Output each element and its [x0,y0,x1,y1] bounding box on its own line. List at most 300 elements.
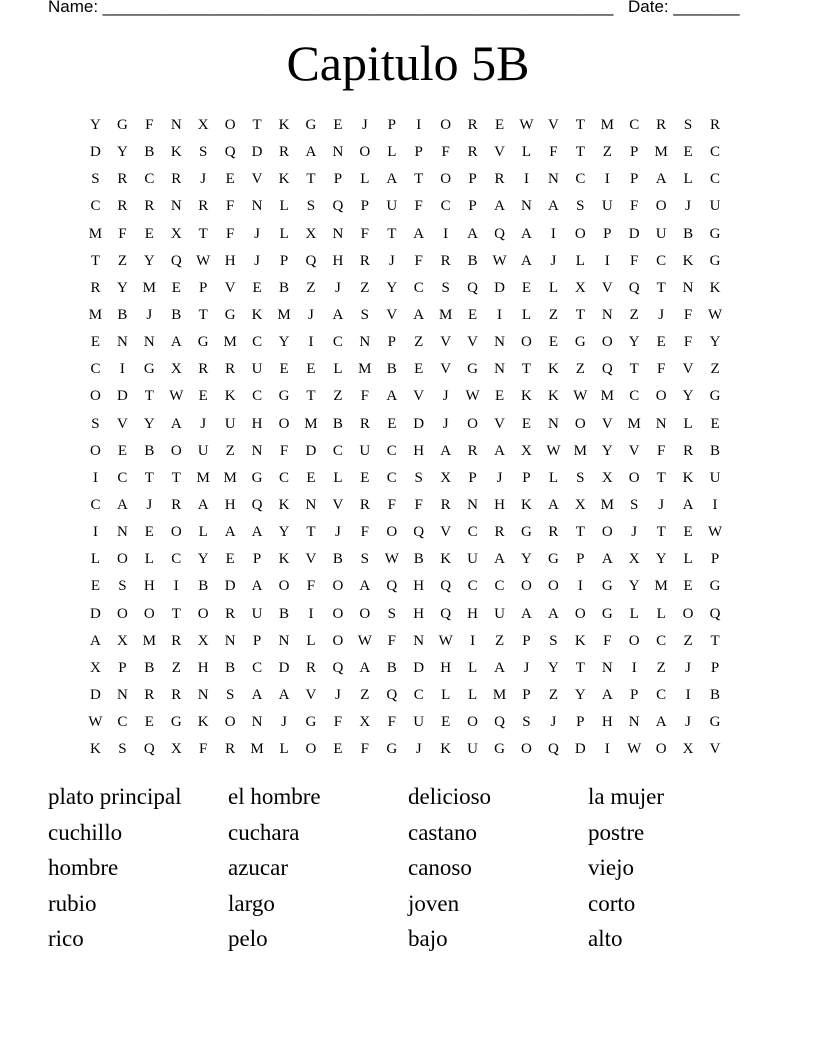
grid-letter: S [441,279,450,296]
grid-letter: Q [332,198,344,215]
grid-letter: N [494,361,505,378]
grid-letter: L [468,686,478,703]
grid-letter: Y [116,144,128,161]
grid-letter: K [197,714,209,731]
grid-letter: B [710,442,721,459]
grid-letter: S [522,714,531,731]
grid-letter: K [682,252,694,269]
grid-letter: F [414,198,423,215]
grid-letter: S [360,551,370,568]
grid-letter: F [333,714,343,731]
grid-letter: R [198,198,209,215]
grid-letter: M [223,469,237,486]
grid-letter: O [170,442,182,459]
grid-letter: P [468,171,477,188]
grid-letter: L [548,469,558,486]
grid-letter: P [333,171,343,188]
grid-letter: L [360,171,370,188]
grid-letter: F [360,225,370,242]
grid-letter: J [550,714,557,731]
grid-letter: N [251,198,263,215]
word-bank-item: alto [588,926,623,952]
grid-letter: D [90,605,101,622]
grid-letter: T [629,361,639,378]
grid-letter: E [387,415,397,432]
grid-letter: T [575,524,585,541]
grid-letter: M [600,117,614,133]
grid-letter: U [386,198,398,215]
grid-letter: B [413,551,424,568]
word-bank-item: cuchara [228,819,300,845]
grid-letter: X [628,551,640,568]
grid-letter: B [710,686,721,703]
grid-letter: E [521,415,532,432]
grid-letter: B [198,578,209,595]
grid-letter: J [388,252,395,269]
grid-letter: V [332,496,344,513]
grid-letter: O [440,117,452,133]
grid-letter: U [467,551,479,568]
grid-letter: D [224,578,236,595]
grid-letter: N [547,415,559,432]
grid-letter: L [575,252,585,269]
grid-letter: G [305,117,317,133]
grid-letter: R [440,252,451,269]
grid-letter: O [332,605,344,622]
grid-letter: P [252,632,262,649]
grid-letter: C [144,171,155,188]
grid-letter: T [198,225,208,242]
grid-letter: C [467,578,478,595]
grid-letter: Q [709,605,721,622]
grid-letter: L [683,171,693,188]
grid-letter: J [281,714,287,731]
grid-letter: R [359,496,370,513]
grid-letter: W [438,632,453,649]
grid-letter: F [360,388,370,405]
grid-letter: Z [602,144,612,161]
grid-letter: C [90,198,101,215]
grid-letter: G [709,388,721,405]
grid-letter: J [146,496,153,513]
grid-letter: E [683,578,693,595]
grid-letter: C [386,442,397,459]
grid-letter: S [387,605,396,622]
grid-letter: N [628,714,640,731]
grid-letter: R [305,659,316,676]
grid-letter: R [467,442,478,459]
grid-letter: L [279,225,289,242]
grid-letter: E [441,714,451,731]
grid-letter: U [494,605,505,622]
grid-letter: J [308,306,314,323]
grid-letter: T [198,306,208,323]
grid-letter: Q [494,714,505,731]
grid-letter: N [251,442,263,459]
grid-letter: O [224,117,236,133]
grid-letter: J [658,306,665,323]
grid-letter: V [467,334,479,351]
grid-letter: M [600,496,614,513]
grid-letter: O [359,144,371,161]
grid-letter: K [709,279,721,296]
grid-letter: A [494,198,505,215]
grid-letter: E [468,306,478,323]
grid-letter: A [278,686,290,703]
grid-letter: L [90,551,101,568]
grid-letter: O [197,605,209,622]
grid-letter: Z [710,361,720,378]
grid-letter: F [199,741,208,758]
grid-letter: K [224,388,236,405]
grid-letter: Z [360,279,370,296]
grid-letter: N [413,632,425,649]
grid-letter: H [467,605,479,622]
grid-letter: R [548,524,559,541]
grid-letter: E [333,117,343,133]
grid-letter: V [116,415,128,432]
grid-letter: H [251,415,263,432]
grid-letter: V [386,306,398,323]
grid-letter: E [225,551,235,568]
grid-letter: I [443,225,449,242]
grid-letter: A [224,524,236,541]
grid-letter: O [628,469,640,486]
grid-letter: K [440,551,452,568]
grid-letter: E [306,469,316,486]
grid-letter: Z [333,388,343,405]
grid-letter: G [467,361,479,378]
grid-letter: N [116,334,128,351]
grid-letter: O [601,334,613,351]
grid-letter: B [117,306,128,323]
word-bank-item: delicioso [408,784,492,809]
grid-letter: Z [629,306,639,323]
grid-letter: O [90,442,101,459]
grid-letter: L [198,524,208,541]
grid-letter: G [709,578,721,595]
grid-letter: V [440,334,452,351]
grid-letter: E [117,442,127,459]
grid-letter: G [278,388,290,405]
grid-letter: G [305,714,317,731]
grid-letter: T [710,632,720,649]
grid-letter: C [656,686,667,703]
grid-letter: C [90,496,101,513]
grid-letter: O [628,632,640,649]
word-bank-item: rubio [48,890,97,916]
grid-letter: Q [332,659,344,676]
grid-letter: Q [467,279,479,296]
grid-letter: F [630,252,639,269]
grid-letter: T [656,279,666,296]
grid-letter: V [440,361,452,378]
grid-letter: Y [628,578,640,595]
grid-letter: R [171,496,182,513]
grid-letter: J [334,686,341,703]
grid-letter: N [278,632,290,649]
grid-letter: C [332,334,343,351]
grid-letter: R [144,198,155,215]
grid-letter: F [414,252,423,269]
grid-letter: L [387,144,397,161]
grid-letter: Y [682,388,694,405]
grid-letter: I [604,741,610,758]
grid-letter: C [629,388,640,405]
grid-letter: B [279,605,290,622]
grid-letter: M [277,306,291,323]
grid-letter: E [494,388,505,405]
grid-letter: G [601,605,613,622]
grid-letter: E [279,361,289,378]
grid-letter: T [575,117,585,133]
grid-letter: O [278,578,290,595]
grid-letter: R [117,198,128,215]
grid-letter: N [170,117,182,133]
grid-letter: A [332,306,344,323]
grid-letter: T [306,171,316,188]
grid-letter: G [521,524,532,541]
grid-letter: I [173,578,179,595]
grid-letter: F [603,632,612,649]
grid-letter: R [710,117,721,133]
grid-letter: Y [547,659,559,676]
grid-letter: A [521,225,532,242]
word-bank-item: cuchillo [48,819,123,845]
grid-letter: B [144,144,155,161]
grid-letter: C [440,198,451,215]
grid-letter: C [252,334,263,351]
grid-letter: B [467,252,478,269]
grid-letter: S [683,117,693,133]
grid-letter: F [387,496,396,513]
grid-letter: O [467,415,479,432]
grid-letter: F [279,442,289,459]
grid-letter: X [170,225,182,242]
grid-letter: C [467,524,478,541]
grid-letter: Z [683,632,693,649]
grid-letter: T [521,361,532,378]
grid-letter: O [305,741,317,758]
grid-letter: G [224,306,236,323]
grid-letter: D [574,741,586,758]
grid-letter: X [305,225,317,242]
grid-letter: A [547,496,559,513]
grid-letter: G [547,551,559,568]
grid-letter: I [577,578,583,595]
grid-letter: W [169,388,184,405]
grid-letter: S [576,198,585,215]
grid-letter: U [413,714,425,731]
grid-letter: H [224,252,236,269]
word-bank-item: azucar [228,855,288,881]
grid-letter: N [170,198,182,215]
grid-letter: C [710,144,721,161]
grid-letter: A [494,551,505,568]
word-bank-item: la mujer [588,784,664,809]
grid-letter: Z [225,442,235,459]
grid-letter: O [332,632,344,649]
grid-letter: M [304,415,318,432]
word-bank-item: bajo [408,926,448,952]
grid-letter: A [359,659,371,676]
grid-letter: P [252,551,262,568]
grid-letter: A [655,714,667,731]
grid-letter: X [116,632,128,649]
word-search-grid [82,112,729,763]
grid-letter: A [547,198,559,215]
grid-letter: I [604,171,610,188]
grid-letter: A [601,551,613,568]
grid-letter: Z [494,632,505,649]
grid-letter: B [279,279,290,296]
grid-letter: K [278,551,290,568]
grid-letter: E [144,714,154,731]
grid-letter: O [440,171,452,188]
grid-letter: K [547,361,559,378]
date-line: Date: _______ [628,0,740,16]
grid-letter: F [360,524,370,541]
word-bank-item: pelo [228,926,268,952]
grid-letter: T [575,659,585,676]
grid-letter: Q [413,524,425,541]
grid-letter: V [413,388,425,405]
grid-letter: H [440,659,452,676]
grid-letter: A [655,171,667,188]
grid-letter: X [170,741,182,758]
grid-letter: H [413,578,425,595]
grid-letter: C [629,117,640,133]
grid-letter: X [601,469,613,486]
grid-letter: C [90,361,101,378]
grid-letter: O [386,524,398,541]
grid-letter: N [251,714,263,731]
grid-letter: N [332,225,344,242]
grid-letter: G [494,741,505,758]
grid-letter: G [386,741,398,758]
grid-letter: N [305,496,317,513]
grid-letter: X [440,469,452,486]
grid-letter: O [332,578,344,595]
grid-letter: O [655,198,667,215]
grid-letter: I [497,306,503,323]
grid-letter: N [116,686,128,703]
grid-letter: V [494,415,505,432]
grid-letter: P [522,469,531,486]
grid-letter: P [576,714,585,731]
grid-letter: Z [117,252,127,269]
grid-letter: Y [655,551,667,568]
grid-letter: Y [521,551,532,568]
grid-letter: H [332,252,344,269]
grid-letter: N [547,171,559,188]
grid-letter: B [683,225,694,242]
word-bank-item: largo [228,890,275,916]
grid-letter: R [359,415,370,432]
grid-letter: K [574,632,586,649]
grid-letter: A [494,659,505,676]
grid-letter: H [413,605,425,622]
grid-letter: P [414,144,423,161]
grid-letter: W [357,632,372,649]
grid-letter: R [467,117,478,133]
grid-letter: H [224,496,236,513]
grid-letter: I [92,469,98,486]
grid-letter: P [603,225,612,242]
grid-letter: S [118,578,127,595]
grid-letter: R [467,144,478,161]
grid-letter: I [712,496,718,513]
grid-letter: W [519,117,534,133]
grid-letter: P [522,686,531,703]
grid-letter: H [197,659,209,676]
grid-letter: N [224,632,236,649]
grid-letter: Q [386,578,398,595]
grid-letter: K [521,388,532,405]
grid-letter: K [278,117,290,133]
grid-letter: C [494,578,505,595]
grid-letter: O [521,578,532,595]
grid-letter: P [710,551,720,568]
grid-letter: T [171,469,181,486]
grid-letter: J [334,279,341,296]
grid-letter: J [254,252,261,269]
grid-letter: A [305,144,317,161]
grid-letter: Z [360,686,370,703]
grid-letter: J [685,198,692,215]
grid-letter: P [630,144,639,161]
grid-letter: Q [628,279,640,296]
grid-letter: U [709,198,721,215]
word-bank-item: castano [408,819,477,845]
grid-letter: A [116,496,128,513]
grid-letter: L [521,144,532,161]
grid-letter: D [305,442,317,459]
grid-letter: Z [306,279,316,296]
grid-letter: D [251,144,263,161]
grid-letter: G [601,578,613,595]
grid-letter: K [251,306,263,323]
grid-letter: C [575,171,586,188]
grid-letter: X [521,442,532,459]
grid-letter: H [413,442,425,459]
word-bank-item: viejo [588,855,634,881]
grid-letter: U [359,442,371,459]
grid-letter: A [413,306,425,323]
grid-letter: O [574,605,586,622]
grid-letter: F [656,361,666,378]
grid-letter: U [601,198,613,215]
grid-letter: A [467,225,479,242]
grid-letter: S [549,632,558,649]
grid-letter: D [494,279,505,296]
grid-letter: J [496,469,503,486]
grid-letter: Y [197,551,209,568]
grid-letter: O [90,388,101,405]
grid-letter: B [332,415,343,432]
grid-letter: A [251,524,263,541]
grid-letter: N [601,659,613,676]
grid-letter: V [440,524,452,541]
grid-letter: L [521,306,532,323]
grid-letter: G [143,361,155,378]
grid-letter: J [631,524,638,541]
grid-letter: A [682,496,694,513]
grid-letter: E [414,361,424,378]
grid-letter: S [199,144,208,161]
grid-letter: A [170,415,182,432]
grid-letter: E [306,361,316,378]
